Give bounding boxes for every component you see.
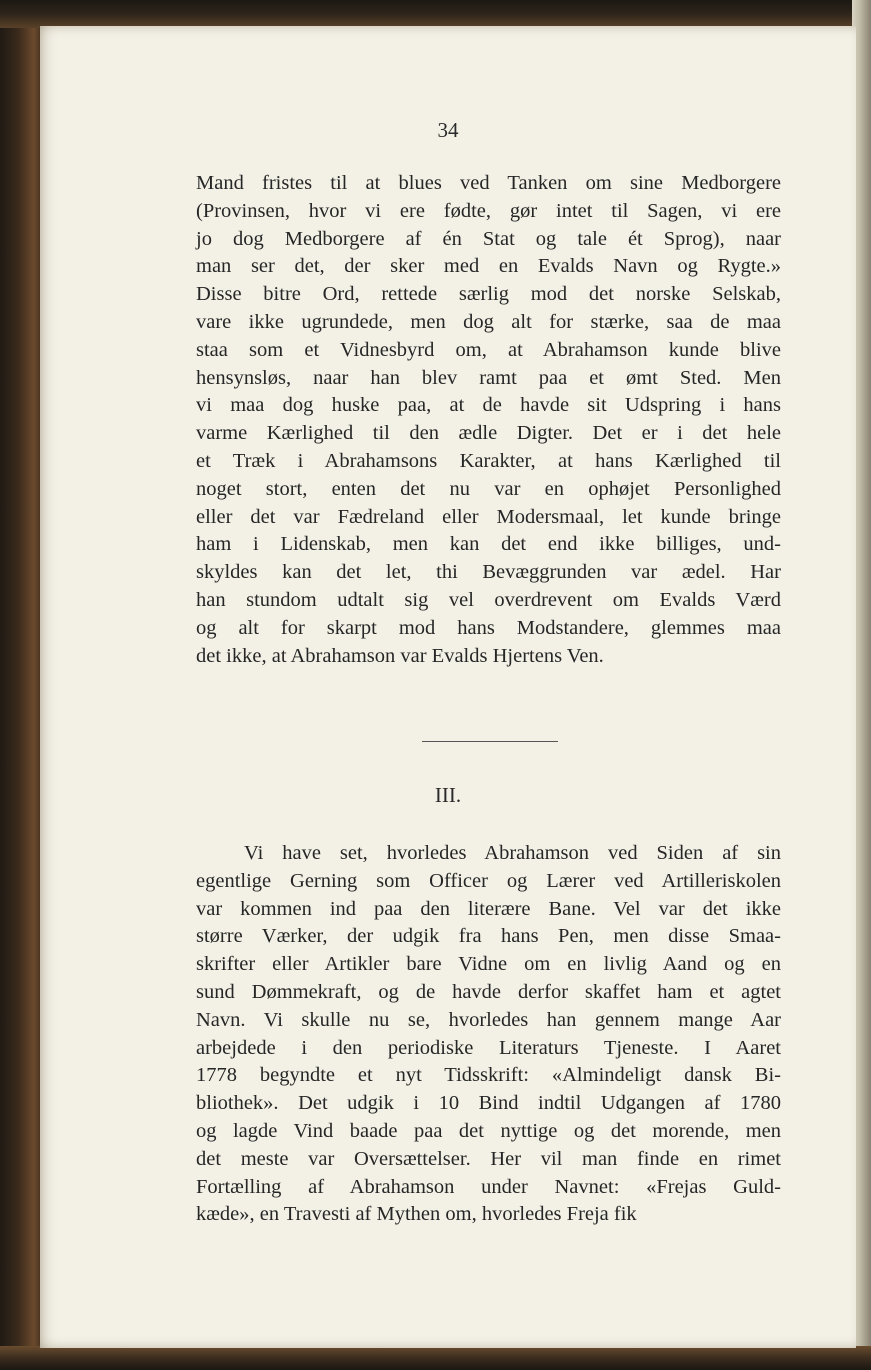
text-line: jo dog Medborgere af én Stat og tale ét Sprog), naar [196, 227, 781, 250]
text-line: skyldes kan det let, thi Bevæggrunden var ædel. Har [196, 561, 781, 584]
text-line: noget stort, enten det nu var en ophøjet Personlighed [196, 477, 781, 500]
book-page [40, 26, 856, 1348]
text-line: Vi have set, hvorledes Abrahamson ved Siden af sin [244, 842, 781, 864]
text-line: vi maa dog huske paa, at de havde sit Udspring i hans [196, 394, 781, 417]
text-line: kæde», en Travesti af Mythen om, hvorledes Freja fik [196, 1203, 637, 1226]
text-line: bliothek». Det udgik i 10 Bind indtil Udgangen af 1780 [196, 1092, 781, 1115]
text-line: Mand fristes til at blues ved Tanken om sine Medborgere [196, 172, 781, 194]
text-line: skrifter eller Artikler bare Vidne om en livlig Aand og en [196, 953, 781, 976]
text-line: staa som et Vidnesbyrd om, at Abrahamson kunde blive [196, 338, 781, 361]
text-line: Navn. Vi skulle nu se, hvorledes han gennem mange Aar [196, 1008, 781, 1031]
paragraph-continued [196, 170, 781, 670]
text-line: varme Kærlighed til den ædle Digter. Det er i det hele [196, 422, 781, 445]
section-divider [422, 741, 558, 742]
text-line: han stundom udtalt sig vel overdrevent om Evalds Værd [196, 588, 781, 611]
text-line: eller det var Fædreland eller Modersmaal, let kunde bringe [196, 505, 781, 528]
text-line: Fortælling af Abrahamson under Navnet: «Frejas Guld- [196, 1175, 781, 1198]
section-heading: III. [434, 783, 462, 807]
text-line: arbejdede i den periodiske Literaturs Tjeneste. I Aaret [196, 1036, 781, 1059]
text-line: og alt for skarpt mod hans Modstandere, glemmes maa [196, 616, 781, 639]
text-line: Disse bitre Ord, rettede særlig mod det norske Selskab, [196, 283, 781, 306]
text-line: hensynsløs, naar han blev ramt paa et ømt Sted. Men [196, 366, 781, 389]
text-line: det ikke, at Abrahamson var Evalds Hjertens Ven. [196, 644, 604, 667]
binding-top-edge [0, 0, 871, 28]
text-line: egentlige Gerning som Officer og Lærer ved Artilleriskolen [196, 869, 781, 892]
text-line: det meste var Oversættelser. Her vil man finde en rimet [196, 1147, 781, 1170]
text-line: et Træk i Abrahamsons Karakter, at hans Kærlighed til [196, 449, 781, 472]
page-number: 34 [437, 118, 459, 142]
paragraph-section-three [196, 840, 781, 1229]
text-line: sund Dømmekraft, og de havde derfor skaffet ham et agtet [196, 980, 781, 1003]
text-line: man ser det, der sker med en Evalds Navn og Rygte.» [196, 255, 781, 278]
text-line: og lagde Vind baade paa det nyttige og det morende, men [196, 1119, 781, 1142]
text-line: større Værker, der udgik fra hans Pen, men disse Smaa- [196, 925, 781, 948]
text-line: vare ikke ugrundede, men dog alt for stærke, saa de maa [196, 310, 781, 333]
text-line: (Provinsen, hvor vi ere fødte, gør intet til Sagen, vi ere [196, 199, 781, 222]
text-line: var kommen ind paa den literære Bane. Vel var det ikke [196, 897, 781, 920]
binding-bottom-edge [0, 1346, 871, 1370]
text-line: 1778 begyndte et nyt Tidsskrift: «Almindeligt dansk Bi- [196, 1064, 781, 1087]
text-line: ham i Lidenskab, men kan det end ikke billiges, und- [196, 533, 781, 556]
